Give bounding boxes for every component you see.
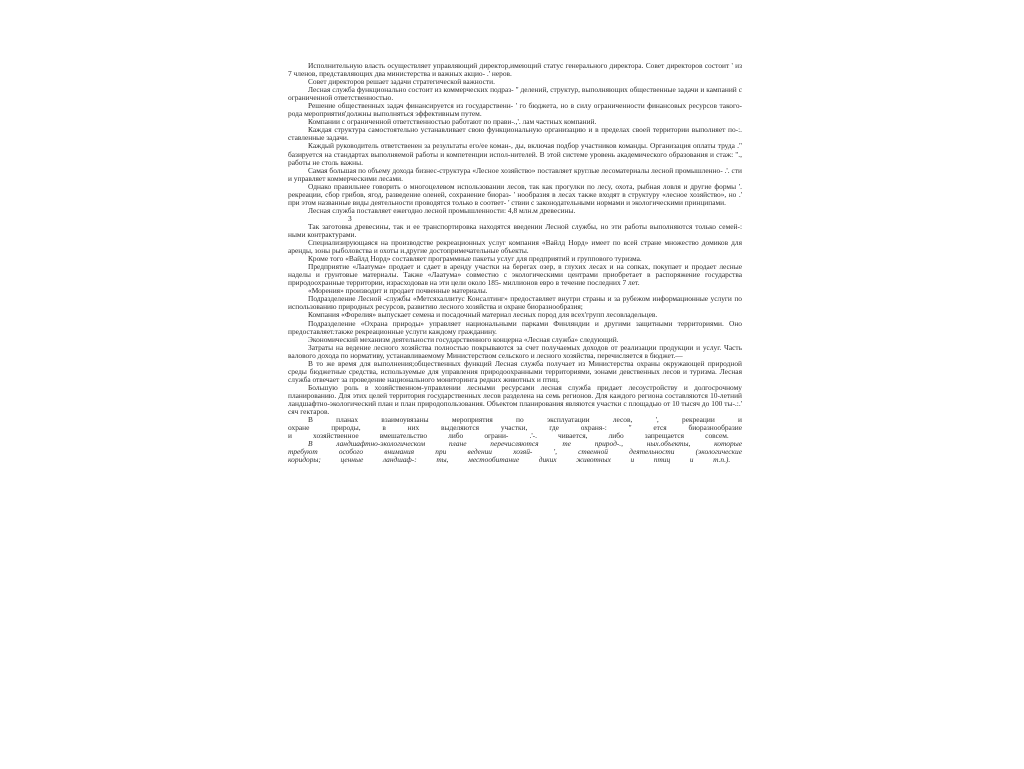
paragraph: Лесная служба функционально состоит из коммерческих подраз- " делений, структур, выполняющих общественные задачи и кампаний с ограниченной ответственностью. [288,85,742,103]
paragraph: Однако правильнее говорить о многоцелевом использовании лесов, так как прогулки по лесу, охота, рыбная ловля и другие формы '. рекреации, сбор грибов, ягод, разведение оленей, сохранение биораз- ' нообразия в лесах также входят в структуру «лесное хозяйство», но .' при этом названные виды деятельности проводятся только в соответ- ' ствии с законодательными нормами и экологическими принципами. [288,181,742,207]
paragraph: Компании с ограниченной ответственностью работают по прави-.,'. лам частных компаний. [308,117,597,127]
paragraph: Так заготовка древесины, так и ее транспортировка находятся введении Лесной службы, но эти работы выполняются только семей-: ными контрактурами. [288,221,742,239]
paragraph: «Морения» производит и продает почвенные материалы. [308,286,488,296]
paragraph: Кроме того «Вайлд Норд» составляет программные пакеты услуг для предприятий и группового туризма. [308,254,642,264]
paragraph: Затраты на ведение лесного хозяйства полностью покрываются за счет получаемых доходов от реализации продукции и услуг. Часть валового дохода по нормативу, устанавливаемому Министерством сельского и лесного хозяйства, перечисляется в бюджет.— [288,342,742,360]
paragraph: Специализирующаяся на производстве рекреационных услуг компания «Вайлд Норд» имеет по всей стране множество домиков для аренды, зоны рыболовства и охоты и.другие достопримечательные объекты. [288,238,742,256]
paragraph: Самая большая по объему дохода бизнес-структура «Лесное хозяйство» поставляет круглые лесоматериалы лесной промышленно- .'. сти и управляет коммерческими лесами. [288,165,742,183]
paragraph-italic: В ландшафтно-экологическом плане перечисляются те природ-., ных.объекты, которые требуют особого внимания при ведении хозяй- ', ственной деятельности (экологические коридоры; ценные ландшаф-: ты, местообитание диких животных и птиц и т.п.). [288,439,742,465]
paragraph: Каждая структура самостоятельно устанавливает свою функциональную организацию и в пределах своей территории выполняет по-:. ставленные задачи. [288,125,742,143]
paragraph: В то же время для выполнения;общественных функций Лесная служба получает из Министерства охраны окружающей природной среды бюджетные средства, используемые для управления природоохранными территориями, зонами девственных лесов и туризма. Лесная служба отвечает за проведение национального мониторинга редких животных и птиц. [288,358,742,384]
paragraph-spaced: В планах взаимоувязаны мероприятия по эксплуатации лесов, ', рекреации и охране природы, в них выделяются участки, где охраня-: " ется биоразнообразие и хозяйственное вмешательство либо ограни- .'-. чивается, либо запрещается совсем. [288,415,742,441]
page-marker: 3 [348,213,352,223]
paragraph: Лесная служба поставляет ежегодно лесной промышленности: 4,8 млн.м древесины. [308,205,576,215]
paragraph: Экономический механизм деятельности государственного концерна «Лесная служба» следующий. [308,334,619,344]
paragraph: Большую роль в хозяйственном-управлении лесными ресурсами лесная служба придает лесоустройству и долгосрочному планированию. Для этих целей территория государственных лесов разделена на семь регионов. Для каждого региона составляются 10-летний ландшафтно-экологический план и план природопользования. Объектом планирования являются участки с площадью от 10 тысяч до 100 ты-.:.' сяч гектаров. [288,382,742,417]
paragraph: Совет директоров решает задачи стратегической важности. [308,77,495,87]
paragraph: Предприятие «Лаатума» продает и сдает в аренду участки на берегах озер, в глухих лесах и на сопках, покупает и продает лесные наделы и грунтовые материалы. Также «Лаатума» совместно с экологическими центрами приобретает в распоряжение государства природоохранные территории, израсходовав на эти цели около 185- миллионов евро в течение последних 7 лет. [288,262,742,288]
document-body [288,62,742,464]
paragraph: Каждый руководитель ответственен за результаты его/ее коман-, ды, включая подбор участников команды. Организация оплаты труда ." базируется на стандартах выполняемой работы и компетенции испол-нителей. В этой системе уровень академического образования и стаж: "., работы не столь важны. [288,141,742,167]
paragraph: Решение общественных задач финансируется из государственн- ' го бюджета, но в силу ограниченности финансовых ресурсов такого-рода мероприятия'должны выполняться эффективным путем. [288,101,742,119]
paragraph: Исполнительную власть осуществляет управляющий директор,имеющий статус генерального директора. Совет директоров состоит ' из 7 членов, представляющих два министерства и важных акцио- .' неров. [288,61,742,79]
paragraph: Компания «Форелия» выпускает семена и посадочный материал лесных пород для всех'групп лесовладельцев. [308,310,658,320]
document-page [260,38,765,728]
paragraph: Подразделение Лесной -службы «Метсяхаллитус Консалтинг» предоставляет внутри страны и за рубежом информационные услуги по использованию природных ресурсов, развитию лесного хозяйства и охране биоразнообразия; [288,294,742,312]
paragraph: Подразделение «Охрана природы» управляет национальными парками Финляндии и другими защитными территориями. Оно предоставляет.также рекреационные услуги каждому гражданину. [288,318,742,336]
